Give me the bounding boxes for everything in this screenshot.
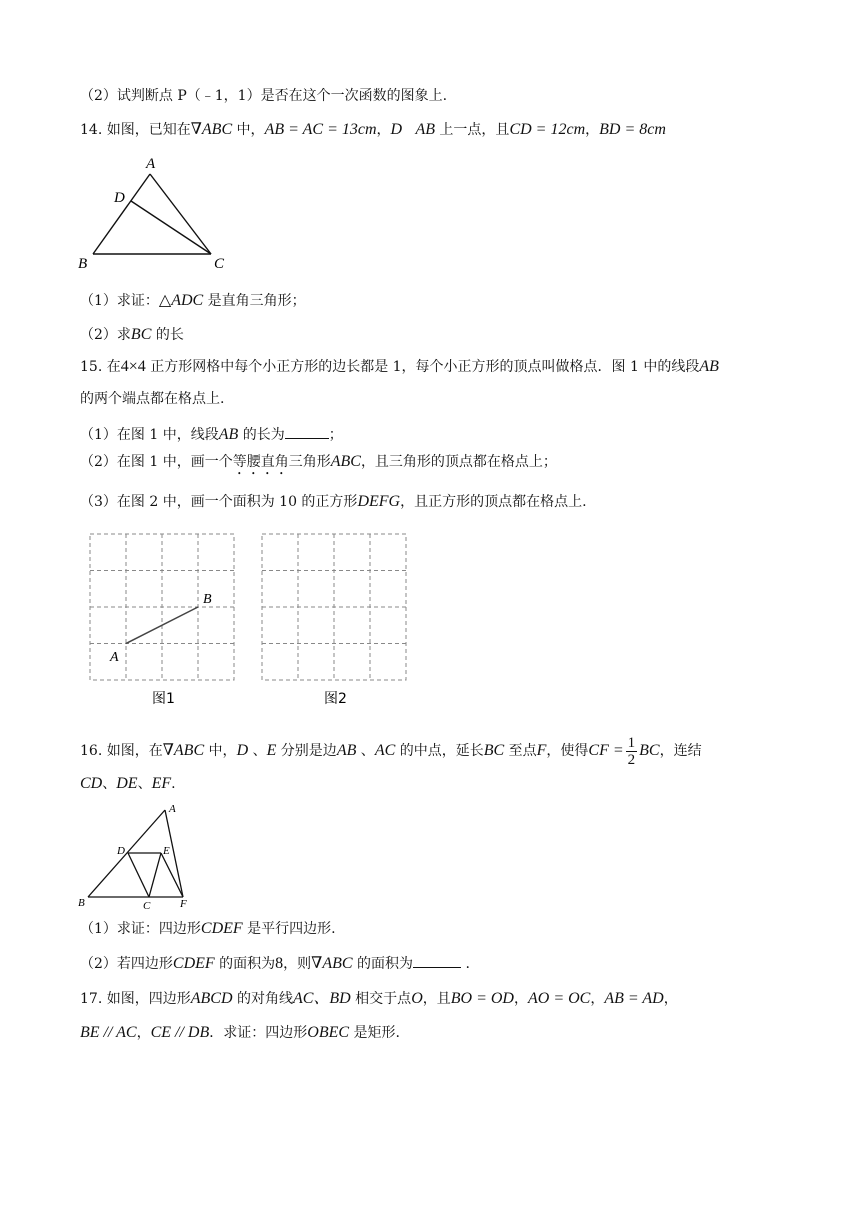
q15-part1 bbox=[80, 424, 343, 445]
q16-label-f: F bbox=[180, 898, 187, 910]
q16-number: 16. 如图，在 bbox=[80, 743, 163, 759]
q16-ac: AC bbox=[374, 742, 396, 759]
q14-cd: CD = 12cm bbox=[509, 121, 586, 138]
q15-part3 bbox=[80, 492, 587, 512]
q16-t3: 分别是边 bbox=[276, 743, 337, 759]
q17-c2: ， bbox=[590, 991, 605, 1007]
q14-label-d: D bbox=[114, 190, 125, 206]
q16-frac-den: 2 bbox=[627, 751, 636, 768]
q17-o: O bbox=[411, 990, 423, 1007]
q15-p2-emphasis: 等腰直角 bbox=[232, 454, 289, 470]
q16-bc2: BC bbox=[639, 742, 660, 759]
q16-p1-cdef: CDEF bbox=[200, 920, 243, 937]
q17-obec: OBEC bbox=[307, 1024, 350, 1041]
q16-p1-post: 是平行四边形. bbox=[242, 921, 336, 937]
q17-mid: ．求证：四边形 bbox=[209, 1025, 308, 1041]
q14-part1-math: △ADC bbox=[158, 292, 204, 309]
q16-p1-pre: （1）求证：四边形 bbox=[80, 921, 201, 937]
q16-label-e: E bbox=[163, 845, 170, 857]
q15-p1-post: 的长为 bbox=[238, 427, 285, 443]
q17-ao-oc: AO = OC bbox=[527, 990, 591, 1007]
q15-p3-pre: （3）在图 2 中，画一个面积为 10 的正方形 bbox=[80, 494, 358, 510]
q14-part1-post: 是直角三角形； bbox=[203, 293, 306, 309]
q15-answer-blank[interactable] bbox=[285, 424, 329, 439]
q16-stem-line2 bbox=[80, 774, 176, 794]
q15-p2-pre: （2）在图 1 中，画一个 bbox=[80, 454, 233, 470]
q16-sep1: 、 bbox=[102, 776, 117, 792]
q14-number: 14. 如图，已知在 bbox=[80, 122, 191, 138]
q14-eq1: AB = AC = 13cm bbox=[264, 121, 377, 138]
q17-mid1: 的对角线 bbox=[232, 991, 293, 1007]
q15-p1-ab: AB bbox=[218, 426, 239, 443]
q14-part2-post: 的长 bbox=[151, 327, 184, 343]
q16-cf: CF = bbox=[588, 742, 624, 759]
q16-p2-mid2: ，则 bbox=[283, 956, 312, 972]
q14-text: 中， bbox=[232, 122, 265, 138]
q16-t1: 中， bbox=[204, 743, 237, 759]
q17-stem-line2 bbox=[80, 1023, 400, 1043]
q14-gap bbox=[402, 122, 415, 138]
q16-cd: CD bbox=[80, 775, 103, 792]
q14-part2-math: BC bbox=[130, 326, 152, 343]
q16-ef: EF bbox=[151, 775, 172, 792]
q17-bo-od: BO = OD bbox=[450, 990, 514, 1007]
q16-frac-num: 1 bbox=[627, 734, 636, 751]
q16-bc: BC bbox=[483, 742, 505, 759]
q14-part2 bbox=[80, 325, 184, 345]
q15-label-a: A bbox=[110, 650, 119, 665]
q15-fig2-caption: 图2 bbox=[324, 691, 347, 707]
q14-point-d: D bbox=[390, 121, 403, 138]
q15-fig1-caption: 图1 bbox=[152, 691, 175, 707]
q15-p3-post: ，且正方形的顶点都在格点上. bbox=[400, 494, 587, 510]
q14-text2: 上一点，且 bbox=[434, 122, 510, 138]
q16-t4: 、 bbox=[356, 743, 375, 759]
q16-t8: ，连结 bbox=[659, 743, 702, 759]
q14-label-a: A bbox=[146, 156, 156, 172]
q14-segment-ab: AB bbox=[415, 121, 435, 138]
q16-f: F bbox=[536, 742, 547, 759]
q16-t7: ，使得 bbox=[546, 743, 589, 759]
q15-stem-line2: 的两个端点都在格点上. bbox=[80, 391, 225, 407]
q14-comma2: ， bbox=[585, 122, 600, 138]
q15-mid: 正方形网格中每个小正方形的边长都是 1，每个小正方形的顶点叫做格点．图 1 中的线段 bbox=[145, 359, 700, 375]
q16-p2-post: 的面积为 bbox=[352, 956, 413, 972]
q16-triangle-figure bbox=[76, 800, 206, 915]
q17-c: ， bbox=[136, 1025, 151, 1041]
q17-ac-bd: AC、BD bbox=[292, 990, 351, 1007]
q16-t2: 、 bbox=[248, 743, 267, 759]
q16-fraction bbox=[626, 735, 638, 768]
q16-p2-pre: （2）若四边形 bbox=[80, 956, 173, 972]
q14-stem bbox=[80, 120, 666, 140]
q15-stem-line1 bbox=[80, 357, 719, 377]
q16-de: DE bbox=[116, 775, 138, 792]
q16-sep2: 、 bbox=[137, 776, 152, 792]
q17-abcd: ABCD bbox=[190, 990, 233, 1007]
q15-p1-pre: （1）在图 1 中，线段 bbox=[80, 427, 219, 443]
q14-label-c: C bbox=[214, 256, 225, 272]
q16-ab: AB bbox=[336, 742, 357, 759]
q16-p2-end: . bbox=[461, 956, 470, 972]
q16-part2 bbox=[80, 953, 470, 974]
q16-end: . bbox=[171, 776, 176, 792]
q16-p2-mid: 的面积为 bbox=[214, 956, 276, 972]
q15-label-b: B bbox=[203, 592, 212, 607]
q16-label-d: D bbox=[117, 845, 125, 857]
q16-t6: 至点 bbox=[504, 743, 537, 759]
q16-part1 bbox=[80, 919, 336, 939]
q15-figure-1 bbox=[86, 530, 246, 710]
q17-ab-ad: AB = AD bbox=[604, 990, 664, 1007]
q15-pre: 15. 在 bbox=[80, 359, 121, 375]
q16-stem-line1 bbox=[80, 734, 702, 768]
q15-p2-mid: 三角形 bbox=[288, 454, 331, 470]
q16-p2-cdef: CDEF bbox=[172, 955, 215, 972]
q15-grid-size: 4×4 bbox=[120, 358, 146, 375]
q15-ab: AB bbox=[699, 358, 719, 375]
q14-triangle: ∇ABC bbox=[190, 121, 233, 138]
q17-mid3: ，且 bbox=[422, 991, 451, 1007]
q16-d: D bbox=[236, 742, 249, 759]
q14-part1 bbox=[80, 291, 306, 311]
q16-label-b: B bbox=[78, 897, 85, 909]
q17-c1: ， bbox=[513, 991, 528, 1007]
q15-p1-end: ； bbox=[328, 427, 343, 443]
q16-triangle: ∇ABC bbox=[162, 742, 205, 759]
q17-post: 是矩形. bbox=[349, 1025, 400, 1041]
q14-part2-pre: （2）求 bbox=[80, 327, 131, 343]
q14-label-b: B bbox=[78, 256, 88, 272]
q17-pre: 17. 如图，四边形 bbox=[80, 991, 191, 1007]
q15-p2-post: ，且三角形的顶点都在格点上； bbox=[360, 454, 557, 470]
q14-bd: BD = 8cm bbox=[599, 121, 666, 138]
q17-ce: CE // DB bbox=[150, 1024, 210, 1041]
q16-label-a: A bbox=[169, 803, 176, 815]
q15-p3-defg: DEFG bbox=[357, 493, 401, 510]
q15-p2-abc: ABC bbox=[330, 453, 361, 470]
q16-p2-val: 8 bbox=[275, 955, 284, 972]
q16-p2-tri: ∇ABC bbox=[311, 955, 353, 972]
q15-part2 bbox=[80, 452, 557, 478]
q16-label-c: C bbox=[143, 900, 151, 912]
q17-mid2: 相交于点 bbox=[350, 991, 412, 1007]
q14-part1-pre: （1）求证： bbox=[80, 293, 159, 309]
q17-c3: ， bbox=[663, 991, 678, 1007]
q16-answer-blank[interactable] bbox=[413, 953, 461, 968]
q14-comma: ， bbox=[376, 122, 391, 138]
q13-part2: （2）试判断点 P（﹣1，1）是否在这个一次函数的图象上. bbox=[80, 88, 448, 104]
q16-e: E bbox=[266, 742, 277, 759]
q17-be: BE // AC bbox=[80, 1024, 137, 1041]
q16-t5: 的中点，延长 bbox=[395, 743, 484, 759]
q17-stem-line1 bbox=[80, 989, 678, 1009]
q15-figure-2 bbox=[258, 530, 418, 710]
q14-triangle-figure bbox=[76, 150, 236, 275]
